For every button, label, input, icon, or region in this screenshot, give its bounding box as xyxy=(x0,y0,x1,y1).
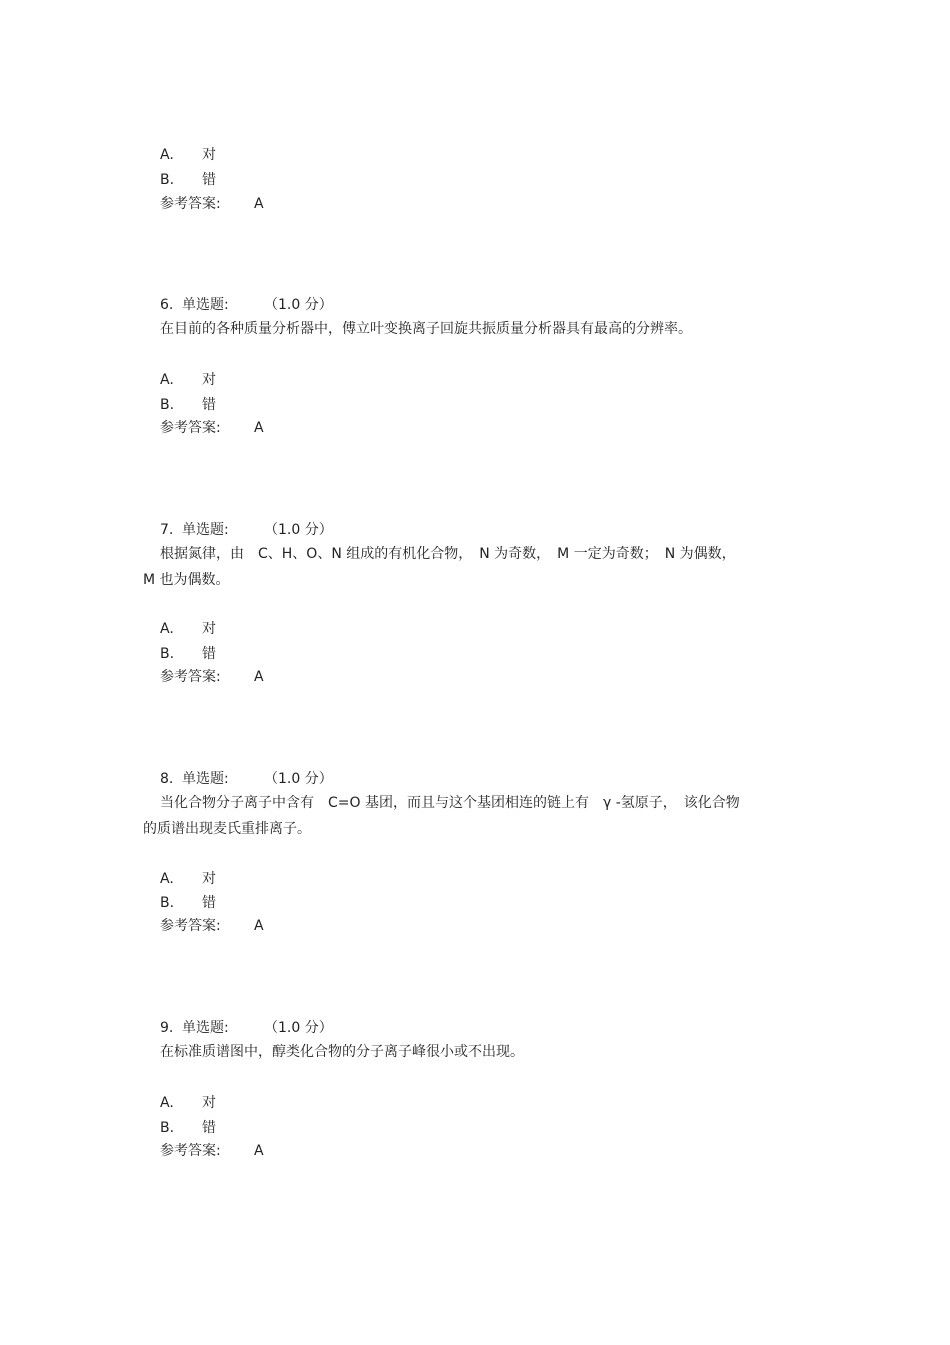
reference-answer xyxy=(160,917,264,935)
option-letter: B. xyxy=(160,1120,175,1136)
option-letter: A. xyxy=(160,621,174,637)
option-text: 对 xyxy=(202,372,216,388)
reference-answer xyxy=(160,195,264,213)
option-b[interactable] xyxy=(160,894,216,912)
question-header xyxy=(160,296,333,314)
option-letter: B. xyxy=(160,895,175,911)
answer-label: 参考答案: xyxy=(160,196,221,212)
answer-label: 参考答案: xyxy=(160,669,221,685)
question-header xyxy=(160,770,333,788)
question-text-continued: 的质谱出现麦氏重排离子。 xyxy=(143,821,311,837)
option-letter: A. xyxy=(160,372,174,388)
option-a[interactable] xyxy=(160,1094,216,1112)
question-type: 单选题: xyxy=(182,1020,229,1036)
option-b[interactable] xyxy=(160,171,216,189)
answer-label: 参考答案: xyxy=(160,918,221,934)
question-score: （1.0 分） xyxy=(264,1020,333,1036)
reference-answer xyxy=(160,1142,264,1160)
answer-value: A xyxy=(254,918,264,934)
question-text: 在目前的各种质量分析器中，傅立叶变换离子回旋共振质量分析器具有最高的分辨率。 xyxy=(160,321,692,337)
question-score: （1.0 分） xyxy=(264,522,333,538)
question-score: （1.0 分） xyxy=(264,297,333,313)
option-text: 错 xyxy=(202,895,216,911)
option-text: 对 xyxy=(202,147,216,163)
question-score: （1.0 分） xyxy=(264,771,333,787)
question-type: 单选题: xyxy=(182,771,229,787)
option-a[interactable] xyxy=(160,146,216,164)
question-type: 单选题: xyxy=(182,522,229,538)
option-a[interactable] xyxy=(160,371,216,389)
option-text: 对 xyxy=(202,871,216,887)
option-b[interactable] xyxy=(160,645,216,663)
option-letter: A. xyxy=(160,1095,174,1111)
reference-answer xyxy=(160,419,264,437)
question-number: 9. xyxy=(160,1020,174,1036)
option-text: 错 xyxy=(202,646,216,662)
option-b[interactable] xyxy=(160,1119,216,1137)
question-number: 8. xyxy=(160,771,174,787)
option-letter: B. xyxy=(160,172,175,188)
question-type: 单选题: xyxy=(182,297,229,313)
option-text: 错 xyxy=(202,1120,216,1136)
answer-label: 参考答案: xyxy=(160,420,221,436)
reference-answer xyxy=(160,668,264,686)
option-letter: A. xyxy=(160,147,174,163)
answer-label: 参考答案: xyxy=(160,1143,221,1159)
question-text: 在标准质谱图中，醇类化合物的分子离子峰很小或不出现。 xyxy=(160,1044,524,1060)
question-text: 当化合物分子离子中含有 C=O 基团，而且与这个基团相连的链上有 γ -氢原子， 该化合物 xyxy=(160,795,740,811)
answer-value: A xyxy=(254,196,264,212)
question-text-continued: M 也为偶数。 xyxy=(143,572,230,588)
option-text: 对 xyxy=(202,621,216,637)
option-a[interactable] xyxy=(160,620,216,638)
option-letter: B. xyxy=(160,397,175,413)
option-a[interactable] xyxy=(160,870,216,888)
option-text: 错 xyxy=(202,397,216,413)
option-letter: B. xyxy=(160,646,175,662)
answer-value: A xyxy=(254,420,264,436)
question-header xyxy=(160,1019,333,1037)
question-number: 7. xyxy=(160,522,174,538)
question-number: 6. xyxy=(160,297,174,313)
option-text: 对 xyxy=(202,1095,216,1111)
option-text: 错 xyxy=(202,172,216,188)
question-text: 根据氮律，由 C、H、O、N 组成的有机化合物， N 为奇数， M 一定为奇数； N 为偶数， xyxy=(160,546,736,562)
answer-value: A xyxy=(254,669,264,685)
option-b[interactable] xyxy=(160,396,216,414)
option-letter: A. xyxy=(160,871,174,887)
question-header xyxy=(160,521,333,539)
answer-value: A xyxy=(254,1143,264,1159)
